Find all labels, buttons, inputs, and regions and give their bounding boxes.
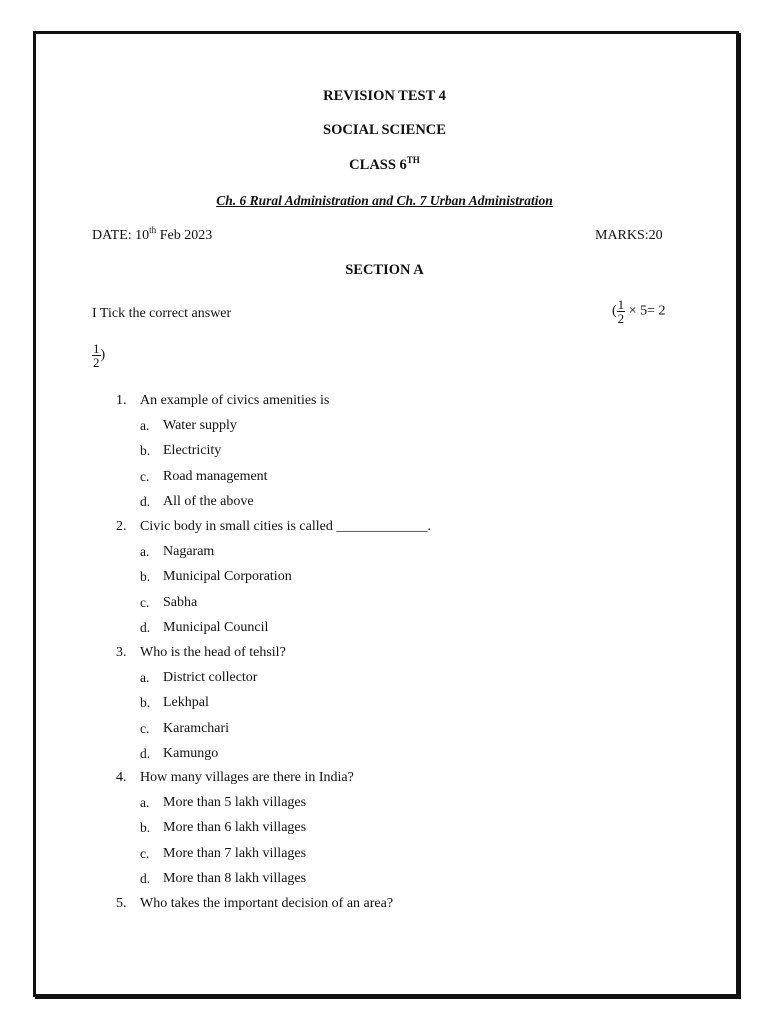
times-part: × 5= 2 <box>628 303 666 319</box>
option-letter: d. <box>140 619 151 635</box>
option-text[interactable]: More than 6 lakh villages <box>163 820 307 836</box>
option-text[interactable]: Municipal Council <box>163 619 269 635</box>
fraction-half-2 <box>92 342 101 369</box>
option-letter: a. <box>140 418 150 434</box>
option-letter: b. <box>140 820 151 836</box>
open-paren: ( <box>612 303 617 319</box>
option-text[interactable]: More than 5 lakh villages <box>163 795 307 811</box>
option-text[interactable]: Kamungo <box>163 745 219 761</box>
option-letter: a. <box>140 795 150 811</box>
marks-formula <box>612 298 665 325</box>
option-letter: d. <box>140 493 151 509</box>
question-number: 2. <box>116 519 127 534</box>
question-text: How many villages are there in India? <box>140 770 354 785</box>
subject-title: SOCIAL SCIENCE <box>323 122 446 138</box>
question-number: 3. <box>116 645 127 660</box>
option-letter: b. <box>140 569 151 585</box>
instruction-text: I Tick the correct answer <box>92 306 232 321</box>
fraction-numerator: 1 <box>617 297 625 312</box>
option-text[interactable]: District collector <box>163 670 258 686</box>
fraction-half <box>617 298 626 325</box>
option-letter: c. <box>140 468 150 484</box>
section-heading: SECTION A <box>345 262 424 278</box>
option-text[interactable]: Municipal Corporation <box>163 569 292 585</box>
option-text[interactable]: Road management <box>163 468 268 484</box>
option-text[interactable]: Nagaram <box>163 544 215 560</box>
page-border <box>33 31 739 997</box>
question-number: 4. <box>116 770 127 785</box>
option-letter: c. <box>140 720 150 736</box>
exam-date <box>92 225 213 244</box>
option-letter: c. <box>140 594 150 610</box>
total-marks: MARKS:20 <box>595 228 663 243</box>
option-letter: a. <box>140 544 150 560</box>
class-text: CLASS 6 <box>349 157 407 173</box>
date-rest: Feb 2023 <box>156 228 213 243</box>
question-text: An example of civics amenities is <box>140 393 330 408</box>
question-text: Who is the head of tehsil? <box>140 645 286 660</box>
class-title <box>36 157 733 174</box>
fraction2-numerator: 1 <box>93 341 100 356</box>
option-text[interactable]: Sabha <box>163 594 198 610</box>
option-letter: d. <box>140 745 151 761</box>
chapters-heading: Ch. 6 Rural Administration and Ch. 7 Urban Administration <box>216 193 553 208</box>
marks-formula-continued <box>92 342 105 369</box>
option-text[interactable]: More than 7 lakh villages <box>163 845 307 861</box>
option-text[interactable]: More than 8 lakh villages <box>163 870 307 886</box>
option-letter: b. <box>140 695 151 711</box>
option-letter: b. <box>140 443 151 459</box>
test-title: REVISION TEST 4 <box>323 88 446 104</box>
question-text: Who takes the important decision of an area? <box>140 896 394 911</box>
option-letter: a. <box>140 670 150 686</box>
option-text[interactable]: Electricity <box>163 443 222 459</box>
class-superscript: TH <box>406 155 420 165</box>
question-text: Civic body in small cities is called _____________. <box>140 519 431 534</box>
fraction-denominator: 2 <box>617 311 625 326</box>
option-text[interactable]: Water supply <box>163 418 237 434</box>
option-text[interactable]: All of the above <box>163 493 254 509</box>
question-number: 1. <box>116 393 127 408</box>
option-letter: c. <box>140 845 150 861</box>
option-text[interactable]: Lekhpal <box>163 695 209 711</box>
option-letter: d. <box>140 870 151 886</box>
option-text[interactable]: Karamchari <box>163 720 230 736</box>
date-superscript: th <box>149 225 157 235</box>
fraction2-denominator: 2 <box>93 355 100 370</box>
date-text: DATE: 10 <box>92 228 150 243</box>
question-number: 5. <box>116 896 127 911</box>
close-paren: ) <box>100 347 106 363</box>
